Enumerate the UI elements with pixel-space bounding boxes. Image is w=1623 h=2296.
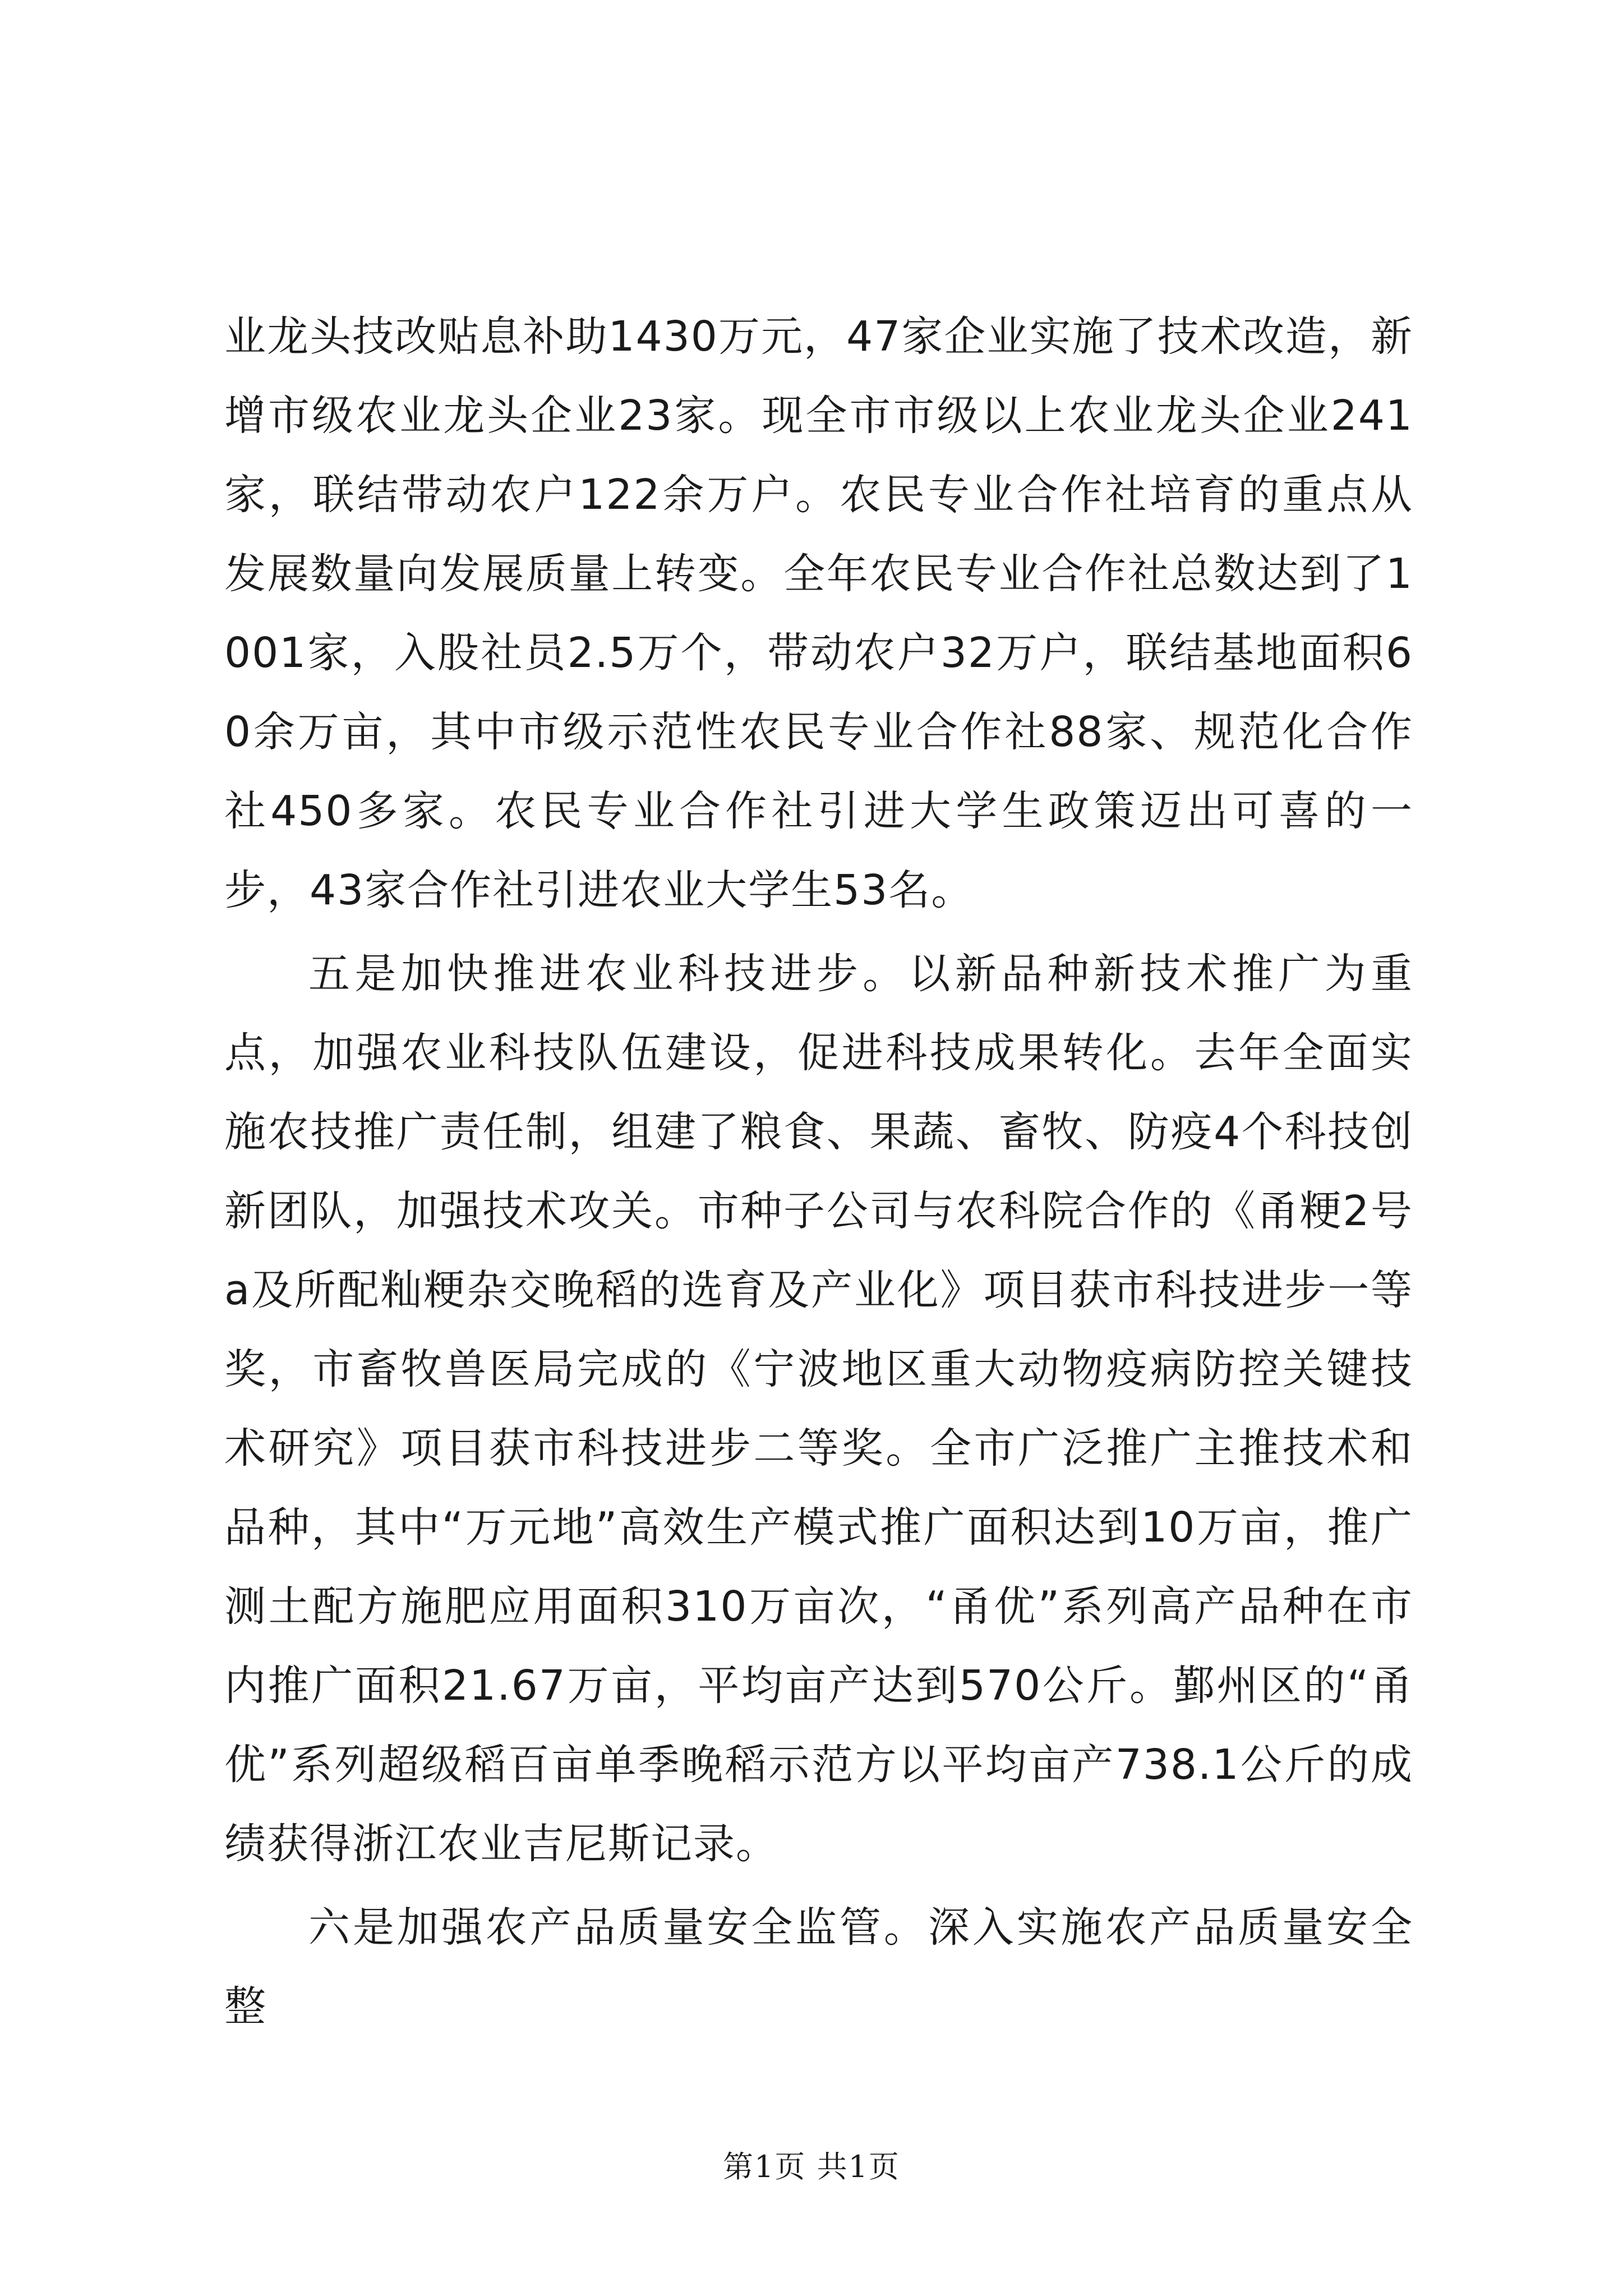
paragraph-quality-safety: 六是加强农产品质量安全监管。深入实施农产品质量安全整 [224,1903,1413,2031]
page-footer: 第1页 共1页 [723,2149,900,2184]
paragraph-agri-tech-progress: 五是加快推进农业科技进步。以新品种新技术推广为重点，加强农业科技队伍建设，促进科技成果转化。去年全面实施农技推广责任制，组建了粮食、果蔬、畜牧、防疫4个科技创新团队，加强技术攻关。市种子公司与农科院合作的《甬粳2号a及所配籼粳杂交晚稻的选育及产业化》项目获市科技进步一等奖，市畜牧兽医局完成的《宁波地区重大动物疫病防控关键技术研究》项目获市科技进步二等奖。全市广泛推广主推技术和品种，其中“万元地”高效生产模式推广面积达到10万亩，推广测土配方施肥应用面积310万亩次，“甬优”系列高产品种在市内推广面积21.67万亩，平均亩产达到570公斤。鄞州区的“甬优”系列超级稻百亩单季晚稻示范方以平均亩产738.1公斤的成绩获得浙江农业吉尼斯记录。 [224,950,1413,1868]
document-body [224,297,1413,2046]
paragraph-leading-enterprises: 业龙头技改贴息补助1430万元，47家企业实施了技术改造，新增市级农业龙头企业23家。现全市市级以上农业龙头企业241家，联结带动农户122余万户。农民专业合作社培育的重点从发展数量向发展质量上转变。全年农民专业合作社总数达到了1001家，入股社员2.5万个，带动农户32万户，联结基地面积60余万亩，其中市级示范性农民专业合作社88家、规范化合作社450多家。农民专业合作社引进大学生政策迈出可喜的一步，43家合作社引进农业大学生53名。 [224,312,1413,914]
